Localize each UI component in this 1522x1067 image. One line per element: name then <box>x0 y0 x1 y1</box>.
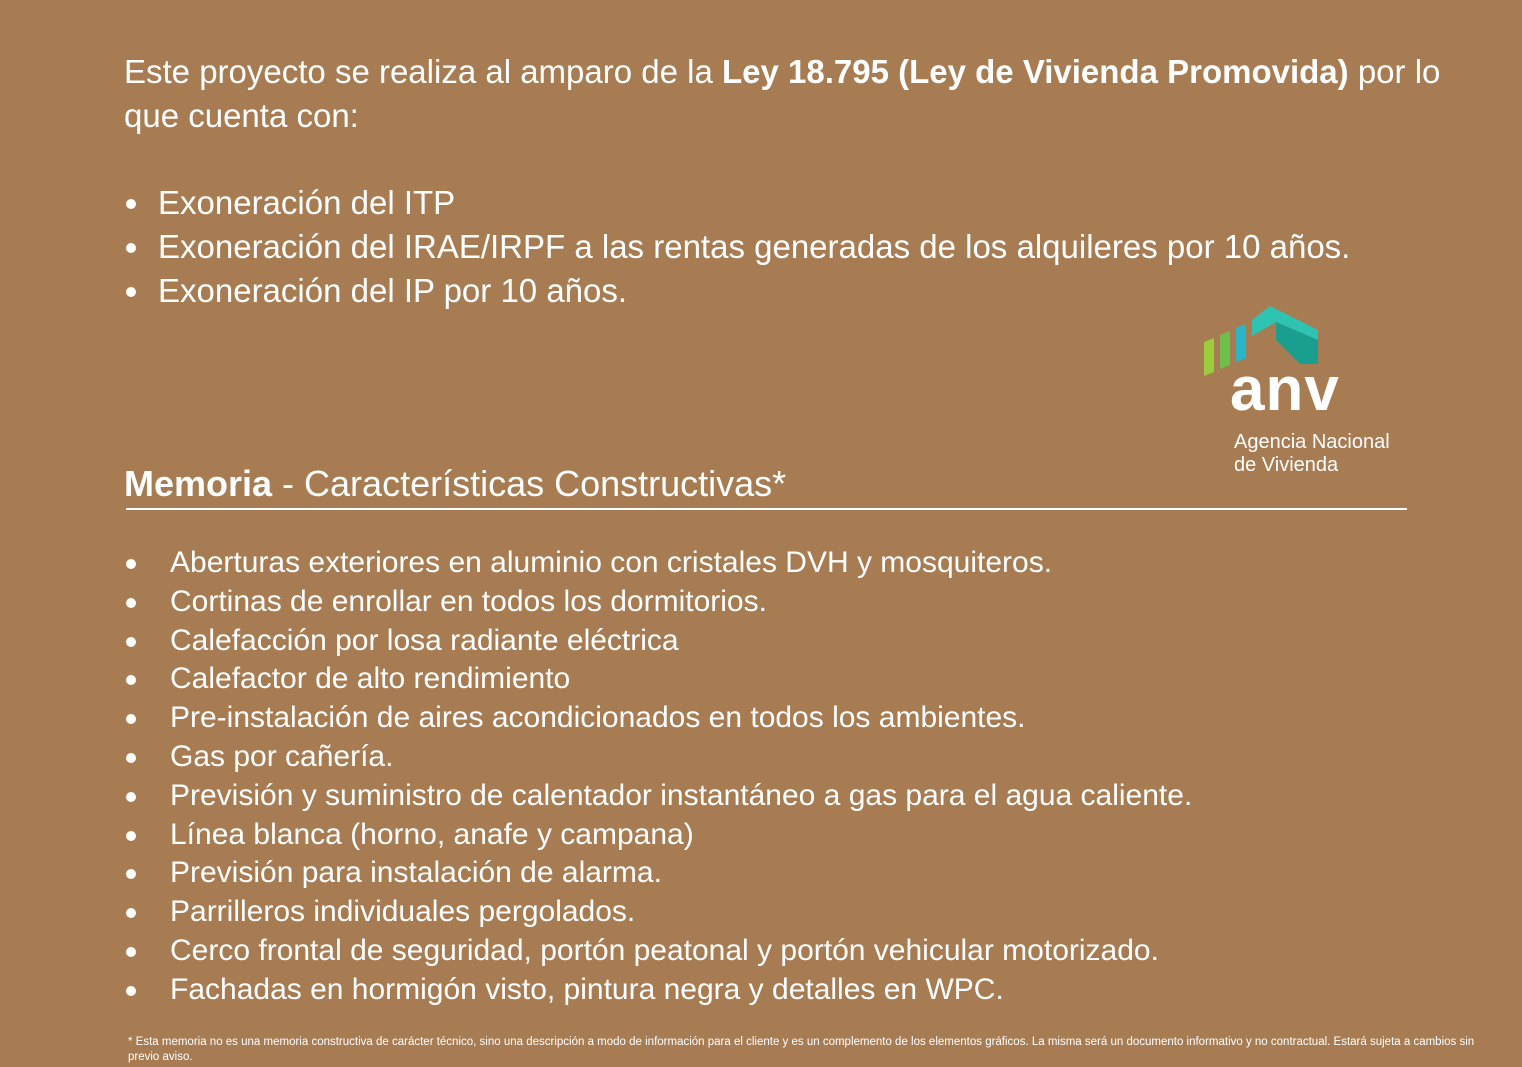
logo-wordmark: anv <box>1230 355 1340 424</box>
feature-item: Línea blanca (horno, anafe y campana) <box>124 816 1464 855</box>
feature-item: Previsión para instalación de alarma. <box>124 854 1464 893</box>
feature-item: Fachadas en hormigón visto, pintura negra y detalles en WPC. <box>124 971 1464 1010</box>
feature-item: Pre-instalación de aires acondicionados en todos los ambientes. <box>124 699 1464 738</box>
law-reference: Ley 18.795 (Ley de Vivienda Promovida) <box>721 53 1349 90</box>
feature-item: Calefacción por losa radiante eléctrica <box>124 622 1464 661</box>
benefit-item: Exoneración del IP por 10 años. <box>124 269 1464 313</box>
intro-text-after: por lo que cuenta con: <box>124 53 1441 134</box>
section-title <box>124 460 786 508</box>
benefit-item: Exoneración del ITP <box>124 181 1464 225</box>
logo-subtitle-line1: Agencia Nacional <box>1234 431 1390 453</box>
feature-item: Parrilleros individuales pergolados. <box>124 893 1464 932</box>
section-divider <box>126 508 1407 510</box>
feature-item: Calefactor de alto rendimiento <box>124 660 1464 699</box>
section-title-bold: Memoria <box>124 463 273 504</box>
benefit-item: Exoneración del IRAE/IRPF a las rentas generadas de los alquileres por 10 años. <box>124 225 1464 269</box>
logo-subtitle <box>1234 431 1390 477</box>
disclaimer-footnote: * Esta memoria no es una memoria constructiva de carácter técnico, sino una descripción a modo de información para el cliente y es un complemento de los elementos gráficos. La misma será un documento informativo y no contractual. Estará sujeta a cambios sin previo aviso. <box>128 1036 1475 1063</box>
intro-paragraph <box>124 50 1464 138</box>
anv-logo <box>1200 300 1420 485</box>
benefits-list <box>124 181 1464 313</box>
section-title-rest: - Características Constructivas* <box>272 463 787 504</box>
feature-item: Aberturas exteriores en aluminio con cristales DVH y mosquiteros. <box>124 544 1464 583</box>
intro-text-before: Este proyecto se realiza al amparo de la <box>124 53 722 90</box>
feature-item: Cortinas de enrollar en todos los dormitorios. <box>124 583 1464 622</box>
feature-item: Gas por cañería. <box>124 738 1464 777</box>
features-list <box>124 544 1464 1010</box>
logo-subtitle-line2: de Vivienda <box>1234 454 1339 476</box>
feature-item: Previsión y suministro de calentador instantáneo a gas para el agua caliente. <box>124 777 1464 816</box>
feature-item: Cerco frontal de seguridad, portón peatonal y portón vehicular motorizado. <box>124 932 1464 971</box>
